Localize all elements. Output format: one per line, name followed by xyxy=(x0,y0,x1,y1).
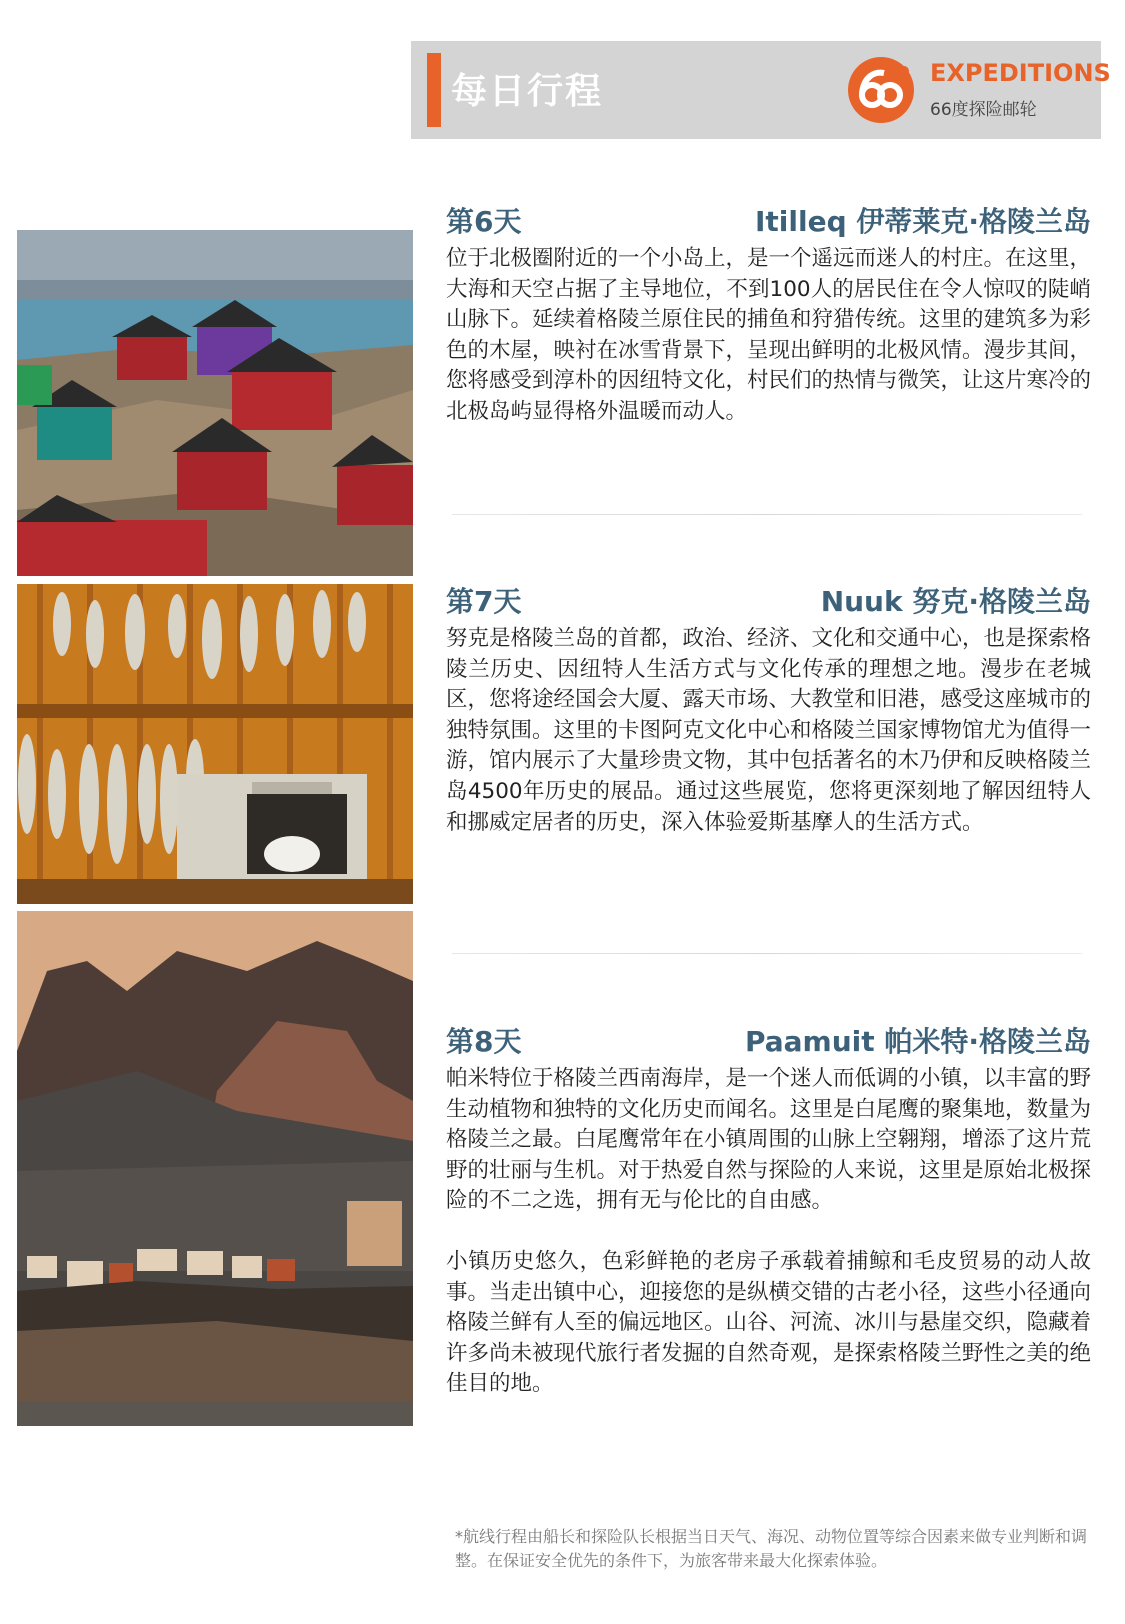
day-6-section xyxy=(446,200,1091,428)
header-accent-bar xyxy=(427,53,441,127)
day-6-place: Itilleq 伊蒂莱克·格陵兰岛 xyxy=(754,205,1091,238)
day-7-label: 第7天 xyxy=(446,585,522,618)
day-7-description: 努克是格陵兰岛的首都，政治、经济、文化和交通中心，也是探索格陵兰历史、因纽特人生活方式与文化传承的理想之地。漫步在老城区，您将途经国会大厦、露天市场、大教堂和旧港，感受这座城市的独特氛围。这里的卡图阿克文化中心和格陵兰国家博物馆尤为值得一游，馆内展示了大量珍贵文物，其中包括著名的木乃伊和反映格陵兰岛4500年历史的展品。通过这些展览，您将更深刻地了解因纽特人和挪威定居者的历史，深入体验爱斯基摩人的生活方式。 xyxy=(446,626,1092,835)
day-7-section xyxy=(446,580,1091,838)
page-title: 每日行程 xyxy=(451,71,604,112)
itinerary-footnote: *航线行程由船长和探险队长根据当日天气、海况、动物位置等综合因素来做专业判断和调整。在保证安全优先的条件下，为旅客带来最大化探索体验。 xyxy=(455,1527,1088,1570)
day-8-description-2: 小镇历史悠久，色彩鲜艳的老房子承载着捕鲸和毛皮贸易的动人故事。当走出镇中心，迎接您的是纵横交错的古老小径，这些小径通向格陵兰鲜有人至的偏远地区。山谷、河流、冰川与悬崖交织，隐藏着许多尚未被现代旅行者发掘的自然奇观，是探索格陵兰野性之美的绝佳目的地。 xyxy=(446,1248,1092,1397)
photo-nuuk-drying-fish xyxy=(17,584,413,904)
day-8-section xyxy=(446,1020,1091,1400)
day-8-description-1: 帕米特位于格陵兰西南海岸，是一个迷人而低调的小镇，以丰富的野生动植物和独特的文化历史而闻名。这里是白尾鹰的聚集地，数量为格陵兰之最。白尾鹰常年在小镇周围的山脉上空翱翔，增添了这片荒野的壮丽与生机。对于热爱自然与探险的人来说，这里是原始北极探险的不二之选，拥有无与伦比的自由感。 xyxy=(446,1066,1092,1214)
brand-logo xyxy=(848,57,1111,127)
logo-brand-text: EXPEDITIONS xyxy=(930,59,1111,87)
logo-66-icon xyxy=(848,57,914,123)
day-7-place: Nuuk 努克·格陵兰岛 xyxy=(820,585,1091,618)
day-6-label: 第6天 xyxy=(446,205,522,238)
section-divider xyxy=(452,514,1082,515)
logo-sub-text: 66度探险邮轮 xyxy=(930,100,1037,120)
photo-itilleq-village xyxy=(17,230,413,576)
day-6-description: 位于北极圈附近的一个小岛上，是一个遥远而迷人的村庄。在这里，大海和天空占据了主导地位，不到100人的居民住在令人惊叹的陡峭山脉下。延续着格陵兰原住民的捕鱼和狩猎传统。这里的建筑多为彩色的木屋，映衬在冰雪背景下，呈现出鲜明的北极风情。漫步其间，您将感受到淳朴的因纽特文化，村民们的热情与微笑，让这片寒冷的北极岛屿显得格外温暖而动人。 xyxy=(446,246,1092,424)
section-divider xyxy=(452,953,1082,954)
photo-paamuit-mountains xyxy=(17,911,413,1426)
day-8-label: 第8天 xyxy=(446,1025,522,1058)
day-8-place: Paamuit 帕米特·格陵兰岛 xyxy=(744,1025,1091,1058)
page-header xyxy=(411,41,1111,139)
